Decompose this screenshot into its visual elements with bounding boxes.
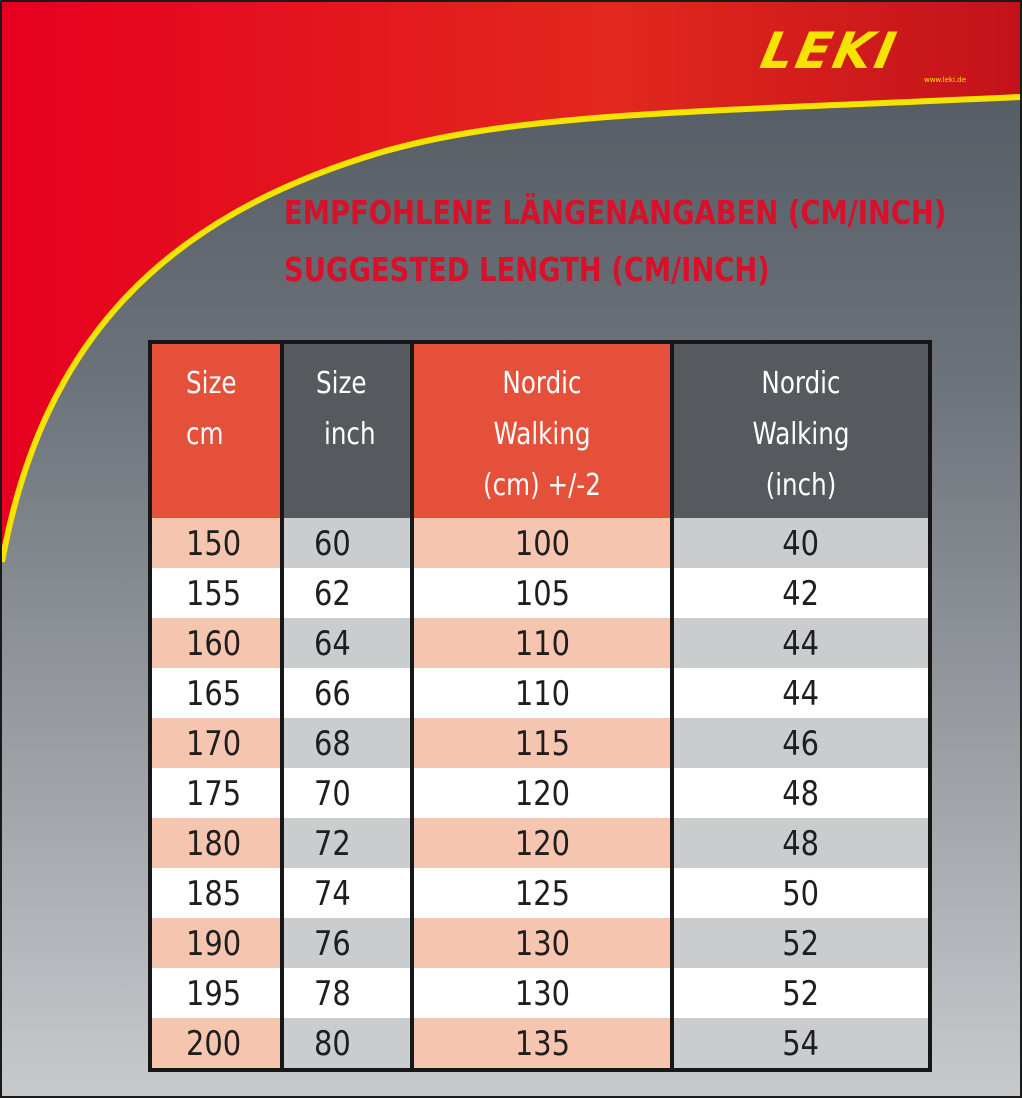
cell-nordic-inch [674, 868, 928, 918]
cell-nordic-inch [674, 968, 928, 1018]
header-nordic-walking-inch [674, 344, 928, 518]
cell-nordic-cm [414, 718, 670, 768]
cell-value: 66 [314, 674, 351, 714]
cell-value: 48 [782, 774, 820, 814]
cell-nordic-inch [674, 818, 928, 868]
cell-nordic-cm [414, 818, 670, 868]
cell-size-inch [284, 568, 410, 618]
cell-value: 195 [186, 974, 242, 1014]
table-row [152, 1018, 928, 1068]
cell-value: 44 [782, 624, 820, 664]
cell-value: 130 [514, 974, 570, 1014]
cell-value: 100 [514, 524, 570, 564]
cell-size-inch [284, 768, 410, 818]
cell-nordic-cm [414, 518, 670, 568]
cell-value: 190 [186, 924, 242, 964]
leki-logo [755, 22, 974, 86]
table-row [152, 668, 928, 718]
cell-size-inch [284, 968, 410, 1018]
cell-size-cm [152, 868, 280, 918]
logo-url: www.leki.de [924, 76, 966, 84]
cell-size-inch [284, 718, 410, 768]
cell-nordic-cm [414, 968, 670, 1018]
cell-value: 44 [782, 674, 820, 714]
cell-value: 60 [314, 524, 351, 564]
cell-value: 115 [514, 724, 570, 764]
cell-value: 175 [186, 774, 242, 814]
cell-size-inch [284, 668, 410, 718]
cell-value: 46 [782, 724, 820, 764]
header-line: Size [186, 366, 237, 401]
cell-value: 48 [782, 824, 820, 864]
cell-nordic-cm [414, 668, 670, 718]
cell-value: 165 [186, 674, 242, 714]
cell-nordic-inch [674, 668, 928, 718]
cell-size-inch [284, 518, 410, 568]
cell-size-cm [152, 668, 280, 718]
cell-value: 52 [782, 974, 820, 1014]
cell-value: 155 [186, 574, 242, 614]
cell-value: 74 [314, 874, 351, 914]
cell-value: 180 [186, 824, 242, 864]
cell-value: 70 [314, 774, 351, 814]
cell-nordic-cm [414, 768, 670, 818]
cell-value: 110 [514, 624, 570, 664]
cell-value: 52 [782, 924, 820, 964]
cell-value: 68 [314, 724, 351, 764]
cell-value: 160 [186, 624, 242, 664]
title-english: SUGGESTED LENGTH (CM/INCH) [284, 250, 770, 289]
cell-nordic-inch [674, 768, 928, 818]
cell-value: 200 [186, 1024, 242, 1064]
cell-size-inch [284, 818, 410, 868]
header-line: (cm) +/-2 [483, 468, 601, 503]
cell-value: 72 [314, 824, 351, 864]
table-row [152, 718, 928, 768]
cell-value: 125 [514, 874, 570, 914]
cell-size-cm [152, 818, 280, 868]
header-line: Size [316, 366, 367, 401]
cell-value: 54 [782, 1024, 820, 1064]
header-line: inch [324, 417, 376, 452]
cell-size-cm [152, 518, 280, 568]
length-table [148, 340, 932, 1072]
header-line: Nordic [761, 366, 841, 401]
header-line: Walking [752, 417, 850, 452]
cell-nordic-cm [414, 618, 670, 668]
table-row [152, 818, 928, 868]
logo-wordmark: LEKI [755, 22, 904, 80]
header-line: Nordic [502, 366, 582, 401]
cell-value: 170 [186, 724, 242, 764]
header-line: cm [186, 417, 224, 452]
cell-value: 64 [314, 624, 351, 664]
cell-nordic-inch [674, 568, 928, 618]
header-nordic-walking-cm [414, 344, 670, 518]
header-line: (inch) [765, 468, 837, 503]
header-line: Walking [493, 417, 591, 452]
cell-nordic-inch [674, 1018, 928, 1068]
cell-nordic-inch [674, 618, 928, 668]
table-row [152, 618, 928, 668]
cell-value: 120 [514, 774, 570, 814]
cell-nordic-inch [674, 918, 928, 968]
cell-value: 76 [314, 924, 351, 964]
cell-size-cm [152, 1018, 280, 1068]
cell-nordic-cm [414, 568, 670, 618]
cell-value: 62 [314, 574, 351, 614]
cell-size-cm [152, 968, 280, 1018]
cell-size-cm [152, 918, 280, 968]
cell-size-inch [284, 868, 410, 918]
cell-nordic-inch [674, 718, 928, 768]
cell-size-cm [152, 618, 280, 668]
cell-value: 135 [514, 1024, 570, 1064]
table-row [152, 768, 928, 818]
title-german: EMPFOHLENE LÄNGENANGABEN (CM/INCH) [284, 193, 947, 232]
cell-size-cm [152, 768, 280, 818]
cell-value: 80 [314, 1024, 351, 1064]
header-size-cm [152, 344, 280, 518]
cell-value: 50 [782, 874, 820, 914]
cell-size-inch [284, 1018, 410, 1068]
cell-nordic-cm [414, 868, 670, 918]
table-row [152, 968, 928, 1018]
table-row [152, 868, 928, 918]
cell-value: 42 [782, 574, 820, 614]
cell-value: 130 [514, 924, 570, 964]
cell-nordic-cm [414, 1018, 670, 1068]
cell-nordic-cm [414, 918, 670, 968]
cell-size-cm [152, 718, 280, 768]
cell-value: 105 [514, 574, 570, 614]
cell-value: 78 [314, 974, 351, 1014]
cell-value: 120 [514, 824, 570, 864]
cell-size-inch [284, 918, 410, 968]
cell-value: 150 [186, 524, 242, 564]
table-row [152, 518, 928, 568]
cell-value: 185 [186, 874, 242, 914]
header-size-inch [284, 344, 410, 518]
cell-value: 40 [782, 524, 820, 564]
table-row [152, 568, 928, 618]
cell-value: 110 [514, 674, 570, 714]
cell-size-inch [284, 618, 410, 668]
table-row [152, 918, 928, 968]
cell-size-cm [152, 568, 280, 618]
cell-nordic-inch [674, 518, 928, 568]
